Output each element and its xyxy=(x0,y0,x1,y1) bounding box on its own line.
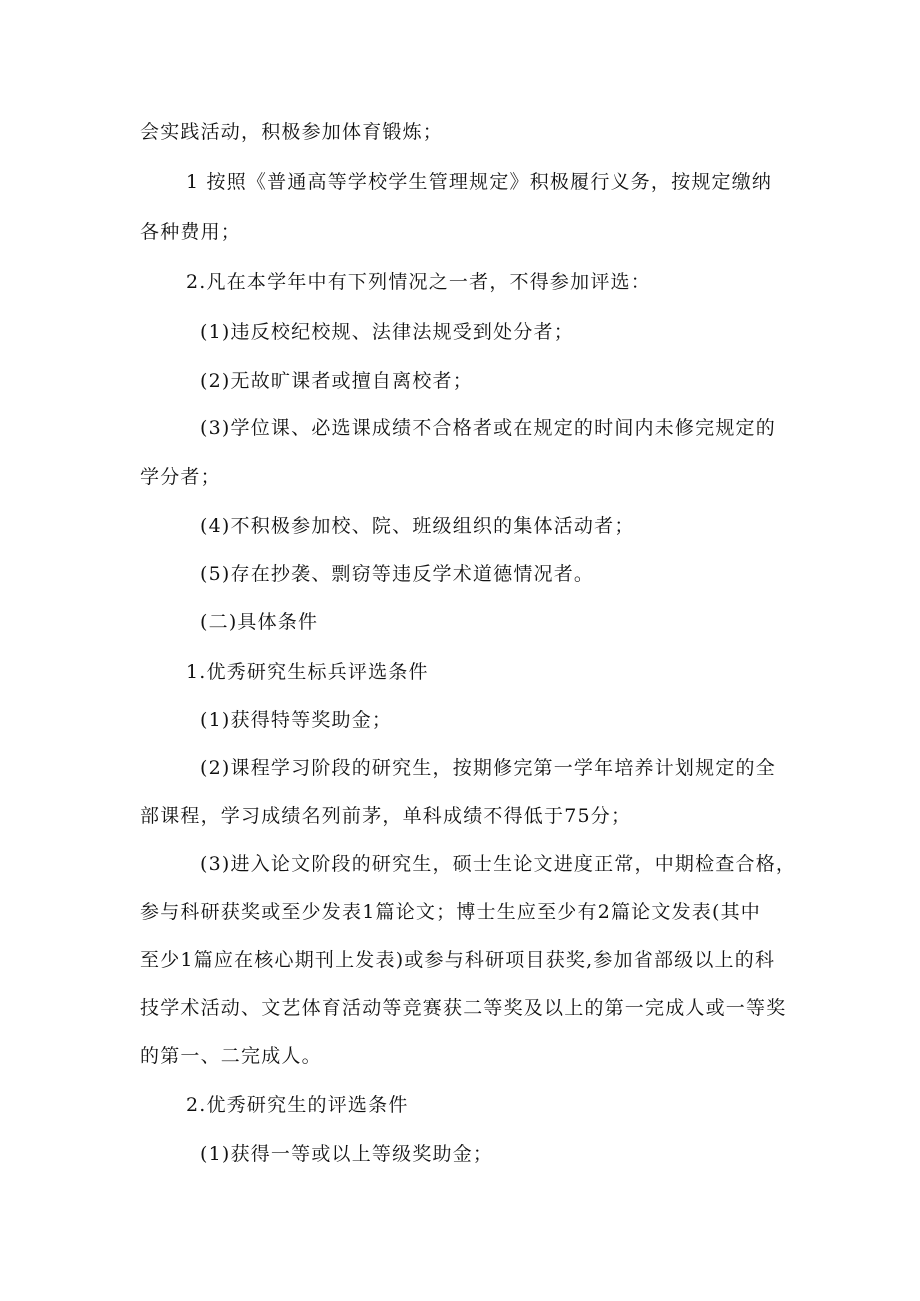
text-line: (2)课程学习阶段的研究生，按期修完第一学年培养计划规定的全 xyxy=(200,757,776,779)
text-line: 会实践活动，积极参加体育锻炼； xyxy=(140,121,444,143)
section-heading: (二)具体条件 xyxy=(200,611,319,633)
text-line: (3)进入论文阶段的研究生，硕士生论文进度正常，中期检查合格， xyxy=(200,853,797,875)
text-line: 至少1篇应在核心期刊上发表)或参与科研项目获奖,参加省部级以上的科 xyxy=(140,949,776,971)
text-line: 2.凡在本学年中有下列情况之一者，不得参加评选： xyxy=(186,271,651,293)
text-line: 各种费用； xyxy=(140,221,242,243)
text-line: (1)获得特等奖助金； xyxy=(200,709,393,731)
text-line: (3)学位课、必选课成绩不合格者或在规定的时间内未修完规定的 xyxy=(200,417,776,439)
text-line: 学分者； xyxy=(140,466,221,488)
text-line: (5)存在抄袭、剽窃等违反学术道德情况者。 xyxy=(200,563,595,585)
text-line: 1 按照《普通高等学校学生管理规定》积极履行义务，按规定缴纳 xyxy=(186,171,773,193)
text-line: 部课程，学习成绩名列前茅，单科成绩不得低于75分； xyxy=(140,805,632,827)
text-line: 技学术活动、文艺体育活动等竞赛获二等奖及以上的第一完成人或一等奖 xyxy=(140,997,787,1019)
subsection-heading: 1.优秀研究生标兵评选条件 xyxy=(186,661,429,683)
text-line: (1)获得一等或以上等级奖助金； xyxy=(200,1143,494,1165)
text-line: (2)无故旷课者或擅自离校者； xyxy=(200,370,473,392)
text-line: 的第一、二完成人。 xyxy=(140,1045,322,1067)
subsection-heading: 2.优秀研究生的评选条件 xyxy=(186,1094,409,1116)
text-line: (4)不积极参加校、院、班级组织的集体活动者； xyxy=(200,515,635,537)
text-line: 参与科研获奖或至少发表1篇论文；博士生应至少有2篇论文发表(其中 xyxy=(140,901,761,923)
text-line: (1)违反校纪校规、法律法规受到处分者； xyxy=(200,321,574,343)
